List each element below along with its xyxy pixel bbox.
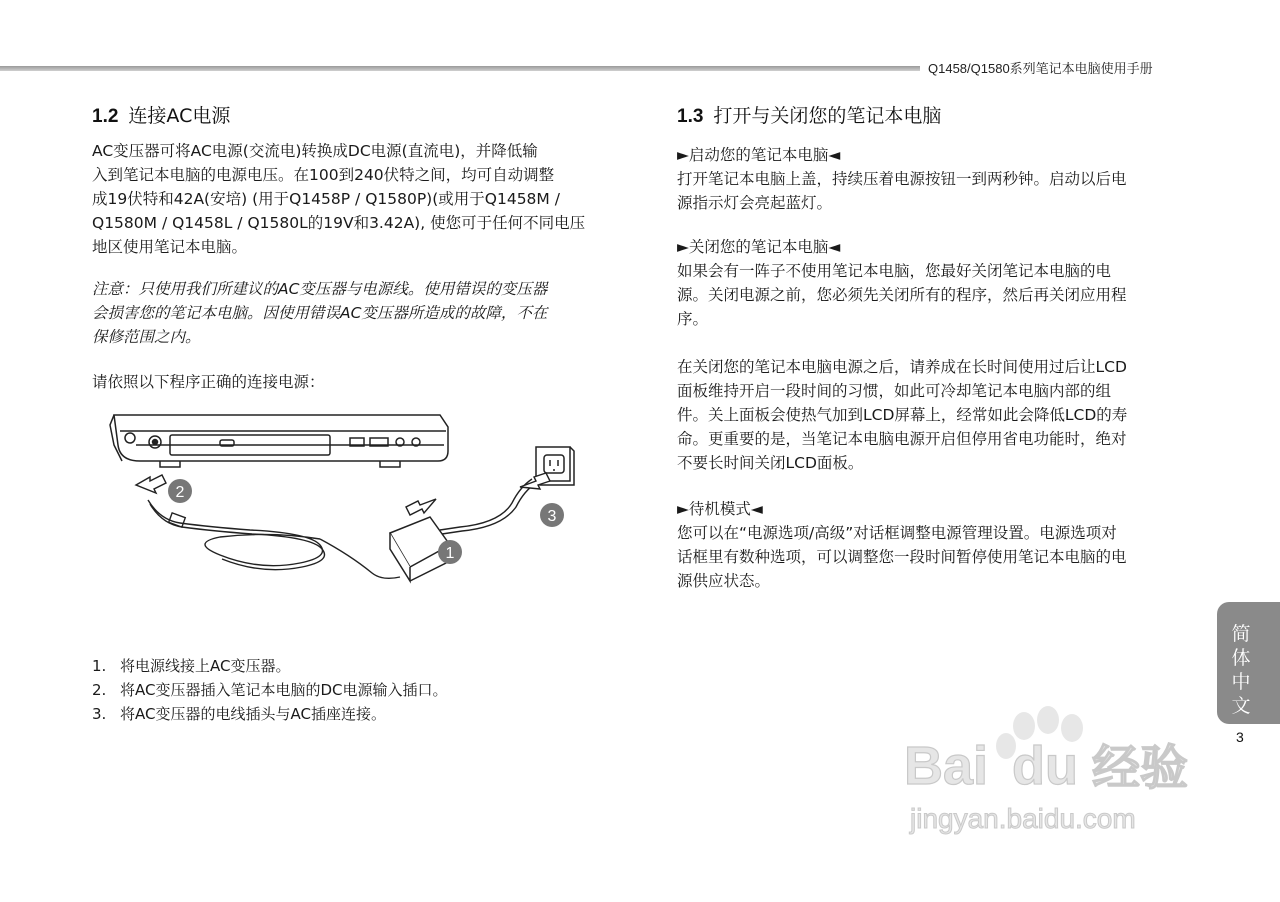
power-on-section [677, 143, 1197, 215]
warning-note [92, 277, 612, 349]
text-line: 成19伏特和42A(安培) (用于Q1458P / Q1580P)(或用于Q1458M / [92, 190, 560, 208]
watermark-brand-suffix: du [1012, 736, 1078, 796]
laptop-illustration [110, 415, 448, 467]
text-line: 序。 [677, 310, 709, 328]
text-line: 会损害您的笔记本电脑。因使用错误AC变压器所造成的故障，不在 [92, 304, 548, 322]
text-line: Q1580M / Q1458L / Q1580L的19V和3.42A), 使您可于任何不同电压 [92, 214, 586, 232]
subsection-heading: ►启动您的笔记本电脑◄ [677, 146, 841, 164]
step-text: 将电源线接上AC变压器。 [120, 657, 291, 675]
text-line: 不要长时间关闭LCD面板。 [677, 454, 864, 472]
list-item [92, 702, 448, 726]
baidu-watermark [896, 706, 1216, 856]
section-heading: 连接AC电源 [128, 105, 231, 127]
instruction-text: 请依照以下程序正确的连接电源： [92, 373, 325, 391]
section-number: 1.2 [92, 106, 119, 127]
callout-2-icon [168, 479, 192, 503]
page-number: 3 [1236, 729, 1244, 745]
step-text: 将AC变压器插入笔记本电脑的DC电源输入插口。 [120, 681, 448, 699]
section-title-1-3 [677, 101, 941, 128]
callout-1-icon [438, 540, 462, 564]
text-line: 件。关上面板会使热气加到LCD屏幕上，经常如此会降低LCD的寿 [677, 406, 1128, 424]
text-line: 源指示灯会亮起蓝灯。 [677, 194, 833, 212]
section-title-1-2 [92, 101, 230, 128]
power-off-section [677, 235, 1197, 331]
step-number: 3. [92, 705, 107, 723]
text-line: 命。更重要的是，当笔记本电脑电源开启但停用省电功能时，绝对 [677, 430, 1127, 448]
text-line: 您可以在“电源选项/高级”对话框调整电源管理设置。电源选项对 [677, 524, 1117, 542]
arrow-icon [136, 473, 550, 515]
subsection-heading: ►待机模式◄ [677, 500, 763, 518]
text-line: 面板维持开启一段时间的习惯，如此可冷却笔记本电脑内部的组 [677, 382, 1112, 400]
callout-3-icon [540, 503, 564, 527]
text-line: 源供应状态。 [677, 572, 771, 590]
list-item [92, 678, 448, 702]
text-line: 话框里有数种选项，可以调整您一段时间暂停使用笔记本电脑的电 [677, 548, 1127, 566]
text-line: 如果会有一阵子不使用笔记本电脑，您最好关闭笔记本电脑的电 [677, 262, 1112, 280]
watermark-product: 经验 [1092, 742, 1189, 795]
list-item [92, 654, 448, 678]
intro-paragraph [92, 139, 612, 259]
text-line: 地区使用笔记本电脑。 [92, 238, 248, 256]
callout-label: 1 [445, 545, 455, 562]
watermark-brand: Bai [904, 736, 989, 796]
text-line: 保修范围之内。 [92, 328, 201, 346]
power-cables [148, 479, 536, 578]
lcd-cooling-note [677, 355, 1197, 475]
standby-section [677, 497, 1197, 593]
callout-label: 3 [547, 508, 557, 525]
language-tab-label: 简体中文 [1231, 623, 1251, 717]
connection-steps-list [92, 654, 448, 726]
text-line: 在关闭您的笔记本电脑电源之后，请养成在长时间使用过后让LCD [677, 358, 1127, 376]
callout-label: 2 [175, 484, 185, 501]
watermark-url: jingyan.baidu.com [910, 803, 1136, 834]
text-line: 打开笔记本电脑上盖，持续压着电源按钮一到两秒钟。启动以后电 [677, 170, 1127, 188]
text-line: 入到笔记本电脑的电源电压。在100到240伏特之间，均可自动调整 [92, 166, 555, 184]
header-rule [0, 66, 920, 71]
text-line: AC变压器可将AC电源(交流电)转换成DC电源(直流电)，并降低输 [92, 142, 538, 160]
text-line: 注意：只使用我们所建议的AC变压器与电源线。使用错误的变压器 [92, 280, 548, 298]
section-heading: 打开与关闭您的笔记本电脑 [713, 105, 942, 127]
manual-title: Q1458/Q1580系列笔记本电脑使用手册 [928, 61, 1153, 76]
subsection-heading: ►关闭您的笔记本电脑◄ [677, 238, 841, 256]
text-line: 源。关闭电源之前，您必须先关闭所有的程序，然后再关闭应用程 [677, 286, 1127, 304]
step-number: 2. [92, 681, 107, 699]
step-number: 1. [92, 657, 107, 675]
section-number: 1.3 [677, 106, 704, 127]
power-connection-illustration [100, 405, 600, 590]
step-text: 将AC变压器的电线插头与AC插座连接。 [120, 705, 386, 723]
